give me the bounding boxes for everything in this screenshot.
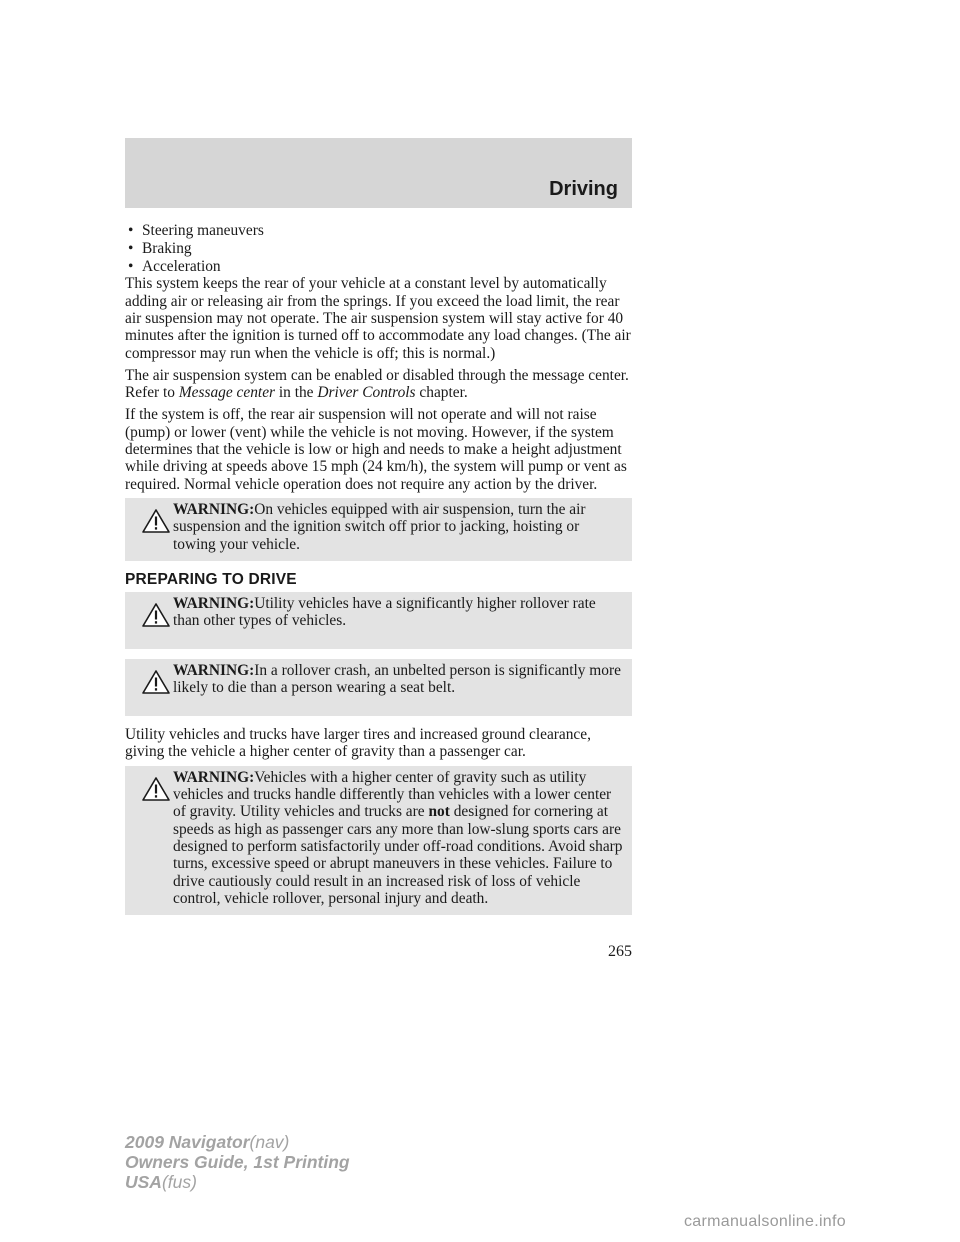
list-item: • Braking [125,240,632,257]
footer-model: 2009 Navigator [125,1132,250,1152]
list-item: • Acceleration [125,258,632,275]
cross-reference-message-center: Message center [178,384,276,402]
warning-triangle-icon [141,508,171,534]
paragraph-system-off: If the system is off, the rear air suspension will not operate and will not raise (pump) or lower (vent) while the vehicle is not moving. However, if the system determines that the vehicle is low or high and needs to make a height adjustment while driving at speeds above 15 mph (24 km/h), the system will pump or vent as required. Normal vehicle operation does not require any action by the driver. [125,406,627,493]
page-number: 265 [608,943,632,960]
warning-label: WARNING: [173,500,255,518]
warning-text: On vehicles equipped with air suspension, turn the air suspension and the ignition switch off prior to jacking, hoisting or towing your vehicle. [173,500,586,553]
paragraph-center-of-gravity: Utility vehicles and trucks have larger tires and increased ground clearance, giving the vehicle a higher center of gravity than a passenger car. [125,726,591,761]
footer-region-code: (fus) [161,1172,197,1192]
list-item: • Steering maneuvers [125,222,632,239]
footer-region: USA [125,1172,162,1192]
emphasis-not: not [428,803,450,821]
warning-triangle-icon [141,669,171,695]
bullet-icon: • [128,222,134,239]
warning-label: WARNING: [173,662,255,680]
cross-reference-driver-controls: Driver Controls [317,384,416,402]
warning-label: WARNING: [173,595,255,613]
warning-text: Vehicles with a higher center of gravity such as utility vehicles and trucks handle differently than vehicles with a lower center of gravity. Utility vehicles and trucks are [173,768,612,821]
warning-text: Utility vehicles have a significantly higher rollover rate than other types of vehicles. [173,595,596,630]
warning-text: In a rollover crash, an unbelted person is significantly more likely to die than a person wearing a seat belt. [173,662,621,697]
warning-box-air-suspension [125,498,632,561]
chapter-header [125,138,632,208]
paragraph-air-suspension: This system keeps the rear of your vehicle at a constant level by automatically adding air or releasing air from the springs. If you exceed the load limit, the rear air suspension may not operate. The air suspension system will stay active for 40 minutes after the ignition is turned off to accommodate any load changes. (The air compressor may run when the vehicle is off; this is normal.) [125,275,631,362]
bullet-icon: • [128,257,134,275]
warning-triangle-icon [141,602,171,628]
warning-triangle-icon [141,776,171,802]
footer-edition: Owners Guide, 1st Printing [125,1152,350,1172]
watermark: carmanualsonline.info [684,1213,846,1230]
document-footer [125,1132,350,1192]
warning-text-continued: designed for cornering at speeds as high as passenger cars any more than low-slung sports cars are designed to perform satisfactorily under off-road conditions. Avoid sharp turns, excessive speed or abrupt maneuvers in these vehicles. Failure to drive cautiously could result in an increased risk of loss of vehicle control, vehicle rollover, personal injury and death. [173,803,623,907]
paragraph-message-center: The air suspension system can be enabled or disabled through the message center. Refer to Message center in the Driver Controls chapter. [125,366,629,402]
bullet-icon: • [128,239,134,257]
warning-label: WARNING: [173,768,255,786]
section-heading: PREPARING TO DRIVE [125,570,297,588]
warning-box-handling [125,766,632,915]
warning-box-rollover-rate [125,592,632,649]
page-content [125,222,632,925]
warning-box-seat-belt [125,659,632,716]
footer-model-code: (nav) [249,1132,290,1152]
chapter-title: Driving [549,178,618,200]
bullet-list [125,222,632,275]
